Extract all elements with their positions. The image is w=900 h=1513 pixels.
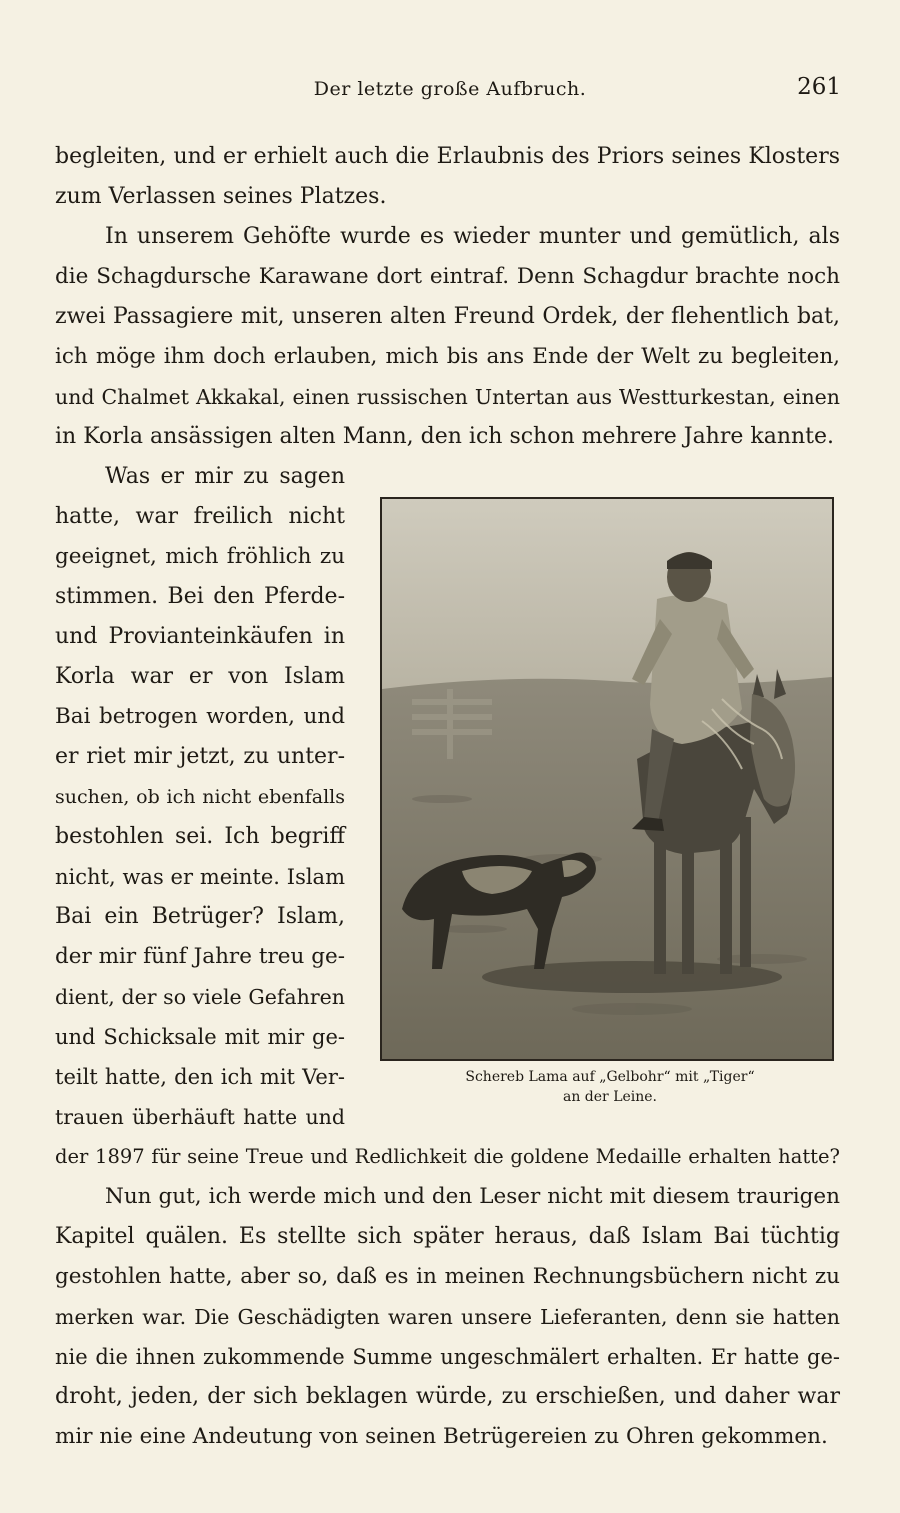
text-line: er riet mir jetzt, zu unter- — [55, 744, 345, 769]
text-line: hatte, war freilich nicht — [55, 504, 345, 529]
text-line: in Korla ansässigen alten Mann, den ich schon mehrere Jahre kannte. — [55, 424, 835, 449]
text-line: droht, jeden, der sich beklagen würde, zu erschießen, und daher war — [55, 1384, 840, 1409]
text-line: ich möge ihm doch erlauben, mich bis ans Ende der Welt zu begleiten, — [55, 344, 840, 369]
text-line: dient, der so viele Gefahren — [55, 985, 345, 1009]
figure-caption: Schereb Lama auf „Gelbohr“ mit „Tiger“ — [465, 1069, 755, 1085]
text-line: der 1897 für seine Treue und Redlichkeit die goldene Medaille erhalten hatte? — [55, 1145, 840, 1168]
text-line: und Schicksale mit mir ge- — [55, 1025, 345, 1049]
text-line: Was er mir zu sagen — [105, 464, 345, 489]
text-line: Bai betrogen worden, und — [55, 704, 345, 729]
text-line: und Provianteinkäufen in — [55, 624, 345, 649]
text-line: In unserem Gehöfte wurde es wieder munter und gemütlich, als — [105, 224, 840, 249]
text-line: nie die ihnen zukommende Summe ungeschmälert erhalten. Er hatte ge- — [55, 1345, 840, 1369]
text-line: suchen, ob ich nicht ebenfalls — [55, 786, 345, 808]
text-line: nicht, was er meinte. Islam — [55, 865, 345, 889]
text-line: begleiten, und er erhielt auch die Erlaubnis des Priors seines Klosters — [55, 144, 840, 169]
text-line: und Chalmet Akkakal, einen russischen Untertan aus Westturkestan, einen — [55, 385, 840, 409]
text-line: geeignet, mich fröhlich zu — [55, 544, 345, 569]
text-line: Bai ein Betrüger? Islam, — [55, 904, 345, 929]
photograph-rider-with-dog — [382, 499, 832, 1059]
text-line: gestohlen hatte, aber so, daß es in meinen Rechnungsbüchern nicht zu — [55, 1264, 840, 1289]
text-line: stimmen. Bei den Pferde- — [55, 584, 345, 609]
text-line: die Schagdursche Karawane dort eintraf. Denn Schagdur brachte noch — [55, 264, 840, 289]
text-line: zwei Passagiere mit, unseren alten Freund Ordek, der flehentlich bat, — [55, 304, 840, 329]
text-line: Korla war er von Islam — [55, 664, 345, 689]
text-line: der mir fünf Jahre treu ge- — [55, 944, 345, 969]
page-number: 261 — [797, 74, 841, 100]
text-line: merken war. Die Geschädigten waren unsere Lieferanten, denn sie hatten — [55, 1305, 840, 1329]
figure-caption: an der Leine. — [562, 1089, 657, 1105]
running-title: Der letzte große Aufbruch. — [313, 78, 587, 100]
text-line: zum Verlassen seines Platzes. — [55, 184, 387, 209]
photograph — [380, 497, 834, 1061]
text-line: trauen überhäuft hatte und — [55, 1105, 345, 1129]
text-line: teilt hatte, den ich mit Ver- — [55, 1065, 345, 1089]
text-line: bestohlen sei. Ich begriff — [55, 824, 345, 849]
text-line: Nun gut, ich werde mich und den Leser nicht mit diesem traurigen — [105, 1184, 840, 1209]
text-line: Kapitel quälen. Es stellte sich später heraus, daß Islam Bai tüchtig — [55, 1224, 840, 1249]
page-header — [55, 74, 845, 110]
text-line: mir nie eine Andeutung von seinen Betrügereien zu Ohren gekommen. — [55, 1424, 828, 1449]
